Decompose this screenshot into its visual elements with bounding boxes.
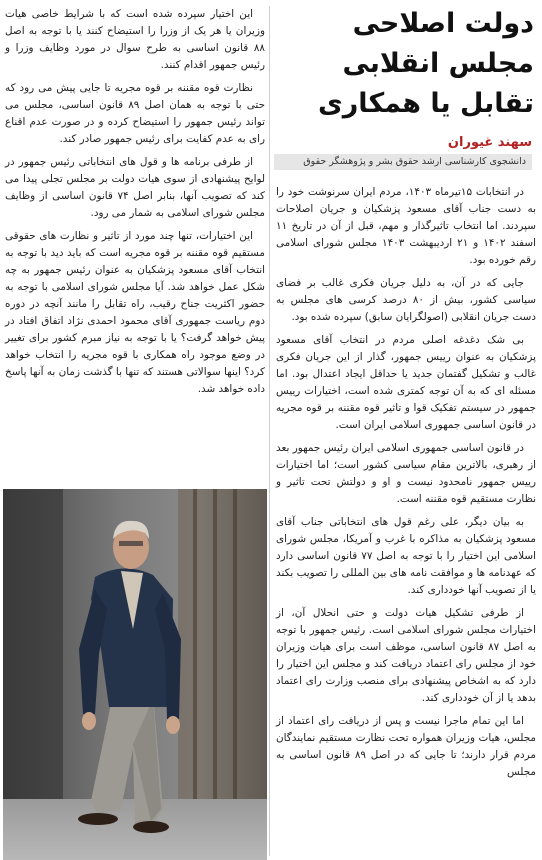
paragraph: نظارت قوه مقننه بر قوه مجریه تا جایی پیش می رود که حتی با توجه به همان اصل ۸۹ قانون اساسی، مجلس می تواند رئیس جمهور را استیضاح کرده و در صورت عدم اقناع رای به عدم کفایت برای رئیس جمهور صادر کند. (5, 82, 265, 145)
photo-illustration (3, 489, 267, 860)
author-title: دانشجوی کارشناسی ارشد حقوق بشر و پژوهشگر حقوق (274, 154, 532, 170)
paragraph: از طرفی برنامه ها و قول های انتخاباتی رئیس جمهور در لوایح پیشنهادی از سوی هیات دولت بر مجلس تجلی پیدا می کند که تصویب آنها، بنابر اصل ۷۴ قانون اساسی از وظایف مجلس شورای اسلامی به شمار می رود. (5, 156, 265, 219)
headline-line-1: دولت اصلاحی (352, 8, 534, 39)
article-body-right (274, 184, 538, 781)
paragraph: این اختیارات، تنها چند مورد از تاثیر و نظارت های حقوقی مستقیم قوه مقننه بر قوه مجریه است که باید دید با توجه به انتخاب آقای مسعود پزشکیان به عنوان رئیس جمهور به چه شکل عمل خواهد شد. آیا مجلس شورای اسلامی با توجه به حضور اکثریت جناح رقیب، راه تقابل را مانند آنچه در دوره دوم ریاست جمهوری آقای محمود احمدی نژاد اتفاق افتاد در پیش خواهد گرفت؟ یا با توجه به نیاز مبرم کشور برای تغییر در وضع موجود راه همکاری با قوه مجریه را انتخاب خواهد کرد؟ اینها سوالاتی هستند که تنها با گذشت زمان به آنها پاسخ داده خواهد شد. (5, 230, 265, 395)
headline (274, 4, 538, 124)
article-body-left (3, 6, 267, 398)
headline-line-3: تقابل یا همکاری (318, 88, 534, 119)
paragraph: از طرفی تشکیل هیات دولت و حتی انحلال آن، از اختیارات مجلس شورای اسلامی است. رئیس جمهور با توجه به اصل ۸۷ قانون اساسی، موظف است برای هیات وزیران خود از مجلس رای اعتماد دریافت کند و مجلس این اختیار را دارد که به اشخاص پیشنهادی برای منصب وزارت رای اعتماد بدهد یا از آن خودداری کند. (276, 607, 537, 704)
paragraph: در قانون اساسی جمهوری اسلامی ایران رئیس جمهور بعد از رهبری، بالاترین مقام سیاسی کشور است؛ اما اختیارات رییس جمهور نامحدود نیست و او و دولتش تحت تاثیر و نظارت مستقیم قوه مقننه است. (276, 442, 536, 505)
author-name: سهند غیوران (447, 135, 532, 150)
paragraph: در انتخابات ۱۵تیرماه ۱۴۰۳، مردم ایران سرنوشت خود را به دست جناب آقای مسعود پزشکیان و جریان اصلاحات سپردند. اما انتخاب تاثیرگذار و مهم، قبل از آن در تاریخ ۱۱ اسفند ۱۴۰۲ و ۲۱ اردیبهشت ۱۴۰۳ مجلس شورای اسلامی رقم خورده بود. (276, 186, 537, 266)
paragraph: به بیان دیگر، علی رغم قول های انتخاباتی جناب آقای مسعود پزشکیان به مذاکره با غرب و آمریکا، مجلس شورای اسلامی این اختیار را با توجه به اصل ۷۷ قانون اساسی دارد که عهدنامه ها و موافقت نامه های بین المللی را تصویب بکند یا از تصویب آنها خودداری کند. (276, 516, 536, 596)
article-right-column (274, 0, 538, 860)
paragraph: اما این تمام ماجرا نیست و پس از دریافت رای اعتماد از مجلس، هیات وزیران همواره تحت نظارت مستقیم نمایندگان مردم قرار دارند؛ تا جایی که در اصل ۸۹ قانون اساسی به مجلس (276, 715, 536, 778)
byline (274, 134, 538, 170)
paragraph: جایی که در آن، به دلیل جریان فکری غالب بر فضای سیاسی کشور، بیش از ۸۰ درصد کرسی های مجلس به دست جریان انقلابی (اصولگرایان سابق) سپرده شده بود. (276, 277, 536, 323)
paragraph: بی شک دغدغه اصلی مردم در انتخاب آقای مسعود پزشکیان به عنوان رییس جمهور، گذار از این جریان فکری غالب و تشکیل گفتمان جدید یا حداقل ایجاد اعتدال بود. اما مسئله ای که به آن توجه کمتری شده است، اختیارات رییس جمهور در سیستم تفکیک قوا و تاثیر قوه مقننه بر قوه مجریه در قانون اساسی جمهوری اسلامی ایران است. (276, 334, 536, 431)
column-divider (269, 6, 270, 856)
article-photo (3, 489, 267, 860)
headline-line-2: مجلس انقلابی (342, 48, 534, 79)
paragraph: این اختیار سپرده شده است که با شرایط خاصی هیات وزیران یا هر یک از وزرا را استیضاح کنند یا با توجه به اصل ۸۸ قانون اساسی به طرح سوال در مورد وظایف وزرا و رئیس جمهور اقدام کنند. (5, 8, 265, 71)
